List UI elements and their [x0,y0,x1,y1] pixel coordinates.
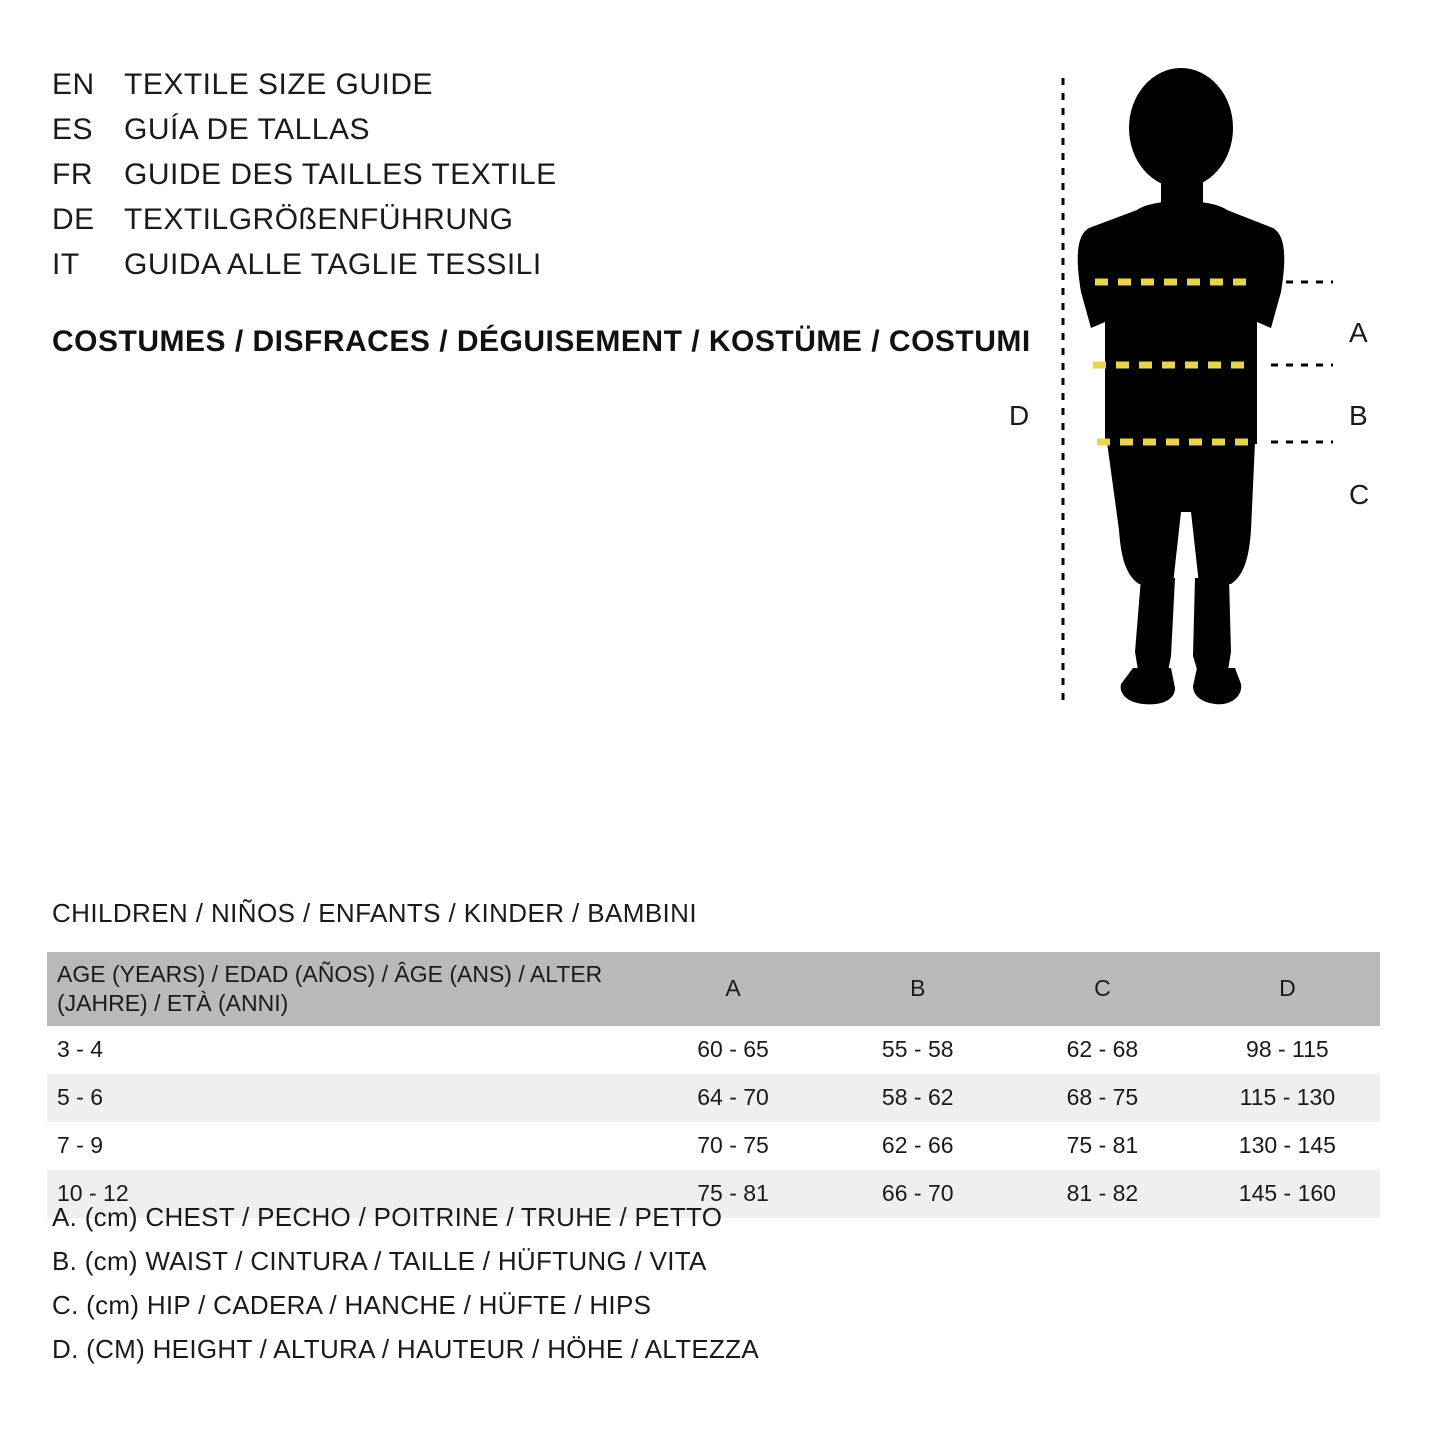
language-row-en [52,68,972,113]
language-text-de: TEXTILGRÖßENFÜHRUNG [124,203,514,236]
language-code-fr: FR [52,158,93,191]
cell-d: 98 - 115 [1246,1036,1329,1062]
cell-c: 62 - 68 [1066,1036,1139,1062]
cell-age: 10 - 12 [57,1180,129,1206]
cell-d: 145 - 160 [1238,1180,1336,1206]
cell-a: 64 - 70 [697,1084,769,1110]
measurement-diagram [985,60,1405,740]
legend-item-b: B. (cm) WAIST / CINTURA / TAILLE / HÜFTUNG / VITA [52,1246,707,1276]
table-title: CHILDREN / NIÑOS / ENFANTS / KINDER / BAMBINI [52,898,697,928]
diagram-label-a: A [1349,317,1368,348]
column-header-b: B [825,952,1010,1026]
diagram-label-d: D [1009,400,1030,431]
cell-b: 58 - 62 [881,1084,954,1110]
language-text-es: GUÍA DE TALLAS [124,113,370,146]
language-text-en: TEXTILE SIZE GUIDE [124,68,434,101]
cell-c: 68 - 75 [1066,1084,1139,1110]
column-header-c: C [1010,952,1195,1026]
table-row [47,1074,1380,1122]
measurement-legend [52,1195,1052,1371]
language-row-fr [52,158,972,203]
size-table [47,952,1380,1218]
cell-a: 70 - 75 [697,1132,769,1158]
diagram-label-c: C [1349,479,1370,510]
language-title-list [52,68,972,293]
column-header-d: D [1195,952,1380,1026]
language-code-en: EN [52,68,95,101]
language-code-it: IT [52,248,80,281]
cell-b: 66 - 70 [881,1180,954,1206]
legend-item-d: D. (CM) HEIGHT / ALTURA / HAUTEUR / HÖHE / ALTEZZA [52,1334,759,1364]
table-header-row [47,952,1380,1026]
column-header-age: AGE (YEARS) / EDAD (AÑOS) / ÂGE (ANS) / ALTER (JAHRE) / ETÀ (ANNI) [47,952,641,1026]
cell-age: 7 - 9 [57,1132,104,1158]
column-header-a: A [641,952,826,1026]
cell-a: 60 - 65 [697,1036,769,1062]
cell-age: 5 - 6 [57,1084,104,1110]
child-silhouette-icon [985,60,1405,740]
category-heading: COSTUMES / DISFRACES / DÉGUISEMENT / KOSTÜME / COSTUMI [52,325,1031,358]
language-row-es [52,113,972,158]
cell-age: 3 - 4 [57,1036,104,1062]
language-row-de [52,203,972,248]
diagram-label-b: B [1349,400,1368,431]
legend-item-a: A. (cm) CHEST / PECHO / POITRINE / TRUHE / PETTO [52,1202,723,1232]
language-text-it: GUIDA ALLE TAGLIE TESSILI [124,248,542,281]
cell-b: 55 - 58 [881,1036,954,1062]
cell-c: 81 - 82 [1066,1180,1139,1206]
cell-d: 115 - 130 [1239,1084,1336,1110]
cell-c: 75 - 81 [1066,1132,1139,1158]
legend-item-c: C. (cm) HIP / CADERA / HANCHE / HÜFTE / HIPS [52,1290,652,1320]
cell-b: 62 - 66 [881,1132,954,1158]
cell-d: 130 - 145 [1238,1132,1336,1158]
language-text-fr: GUIDE DES TAILLES TEXTILE [124,158,557,191]
table-row [47,1026,1380,1074]
table-row [47,1122,1380,1170]
language-code-es: ES [52,113,94,146]
language-code-de: DE [52,203,95,236]
cell-a: 75 - 81 [697,1180,769,1206]
language-row-it [52,248,972,293]
